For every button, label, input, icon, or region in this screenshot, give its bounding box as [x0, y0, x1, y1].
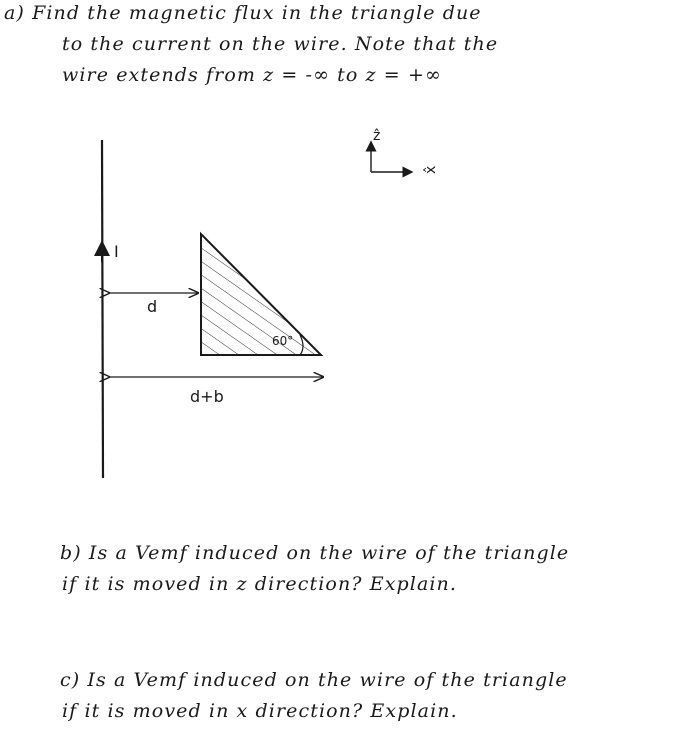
question-a-line-1: a) Find the magnetic flux in the triangle due [4, 2, 482, 24]
question-b-line-2: if it is moved in z direction? Explain. [62, 573, 458, 595]
question-a-line-3: wire extends from z = -∞ to z = +∞ [62, 64, 442, 86]
axis-z-label: ẑ [373, 128, 381, 144]
question-c-line-2: if it is moved in x direction? Explain. [62, 700, 458, 722]
current-label: I [114, 242, 119, 261]
question-c-line-1: c) Is a Vemf induced on the wire of the triangle [60, 669, 568, 691]
question-b-line-1: b) Is a Vemf induced on the wire of the triangle [60, 542, 570, 564]
angle-label: 60° [272, 334, 294, 348]
distance-d-plus-b-label: d+b [190, 387, 224, 406]
question-a-line-2: to the current on the wire. Note that the [62, 33, 499, 55]
wire [102, 140, 103, 478]
axis-x-label: x̂ [423, 165, 439, 174]
triangle-loop [201, 234, 321, 355]
distance-d-label: d [147, 297, 158, 316]
